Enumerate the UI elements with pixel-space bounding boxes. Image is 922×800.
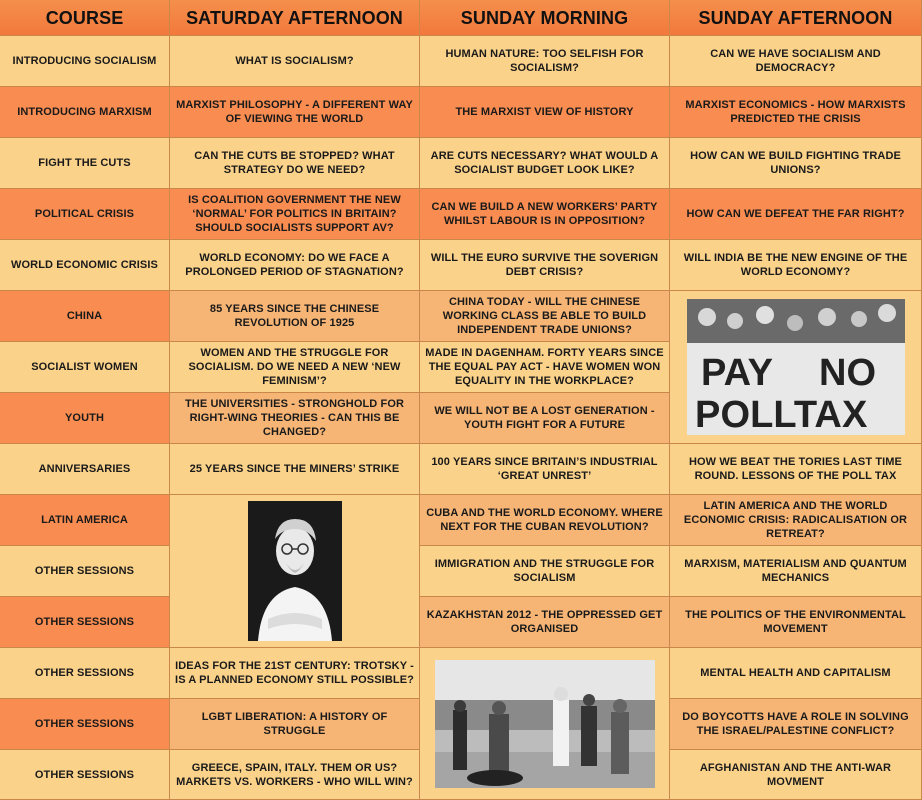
sunday-morning-cell: ARE CUTS NECESSARY? WHAT WOULD A SOCIALIST BUDGET LOOK LIKE? bbox=[420, 138, 670, 189]
sunday-morning-cell: HUMAN NATURE: TOO SELFISH FOR SOCIALISM? bbox=[420, 36, 670, 87]
header-saturday-afternoon: SATURDAY AFTERNOON bbox=[170, 0, 420, 36]
sunday-afternoon-cell: AFGHANISTAN AND THE ANTI-WAR MOVMENT bbox=[670, 750, 922, 800]
header-sunday-afternoon: SUNDAY AFTERNOON bbox=[670, 0, 922, 36]
saturday-cell: MARXIST PHILOSOPHY - A DIFFERENT WAY OF VIEWING THE WORLD bbox=[170, 87, 420, 138]
sunday-afternoon-cell: LATIN AMERICA AND THE WORLD ECONOMIC CRISIS: RADICALISATION OR RETREAT? bbox=[670, 495, 922, 546]
sunday-afternoon-cell: HOW CAN WE BUILD FIGHTING TRADE UNIONS? bbox=[670, 138, 922, 189]
saturday-cell: IDEAS FOR THE 21ST CENTURY: TROTSKY - IS A PLANNED ECONOMY STILL POSSIBLE? bbox=[170, 648, 420, 699]
sunday-afternoon-cell: HOW WE BEAT THE TORIES LAST TIME ROUND. LESSONS OF THE POLL TAX bbox=[670, 444, 922, 495]
course-cell: WORLD ECONOMIC CRISIS bbox=[0, 240, 170, 291]
sunday-afternoon-cell: CAN WE HAVE SOCIALISM AND DEMOCRACY? bbox=[670, 36, 922, 87]
course-cell: FIGHT THE CUTS bbox=[0, 138, 170, 189]
saturday-cell: CAN THE CUTS BE STOPPED? WHAT STRATEGY DO WE NEED? bbox=[170, 138, 420, 189]
course-cell: OTHER SESSIONS bbox=[0, 648, 170, 699]
course-cell: OTHER SESSIONS bbox=[0, 597, 170, 648]
course-cell: CHINA bbox=[0, 291, 170, 342]
sunday-afternoon-cell: MARXIST ECONOMICS - HOW MARXISTS PREDICTED THE CRISIS bbox=[670, 87, 922, 138]
sunday-morning-cell: CHINA TODAY - WILL THE CHINESE WORKING CLASS BE ABLE TO BUILD INDEPENDENT TRADE UNIONS? bbox=[420, 291, 670, 342]
sunday-morning-cell: MADE IN DAGENHAM. FORTY YEARS SINCE THE EQUAL PAY ACT - HAVE WOMEN WON EQUALITY IN THE WORKPLACE? bbox=[420, 342, 670, 393]
sunday-afternoon-cell: MENTAL HEALTH AND CAPITALISM bbox=[670, 648, 922, 699]
sunday-afternoon-cell: DO BOYCOTTS HAVE A ROLE IN SOLVING THE ISRAEL/PALESTINE CONFLICT? bbox=[670, 699, 922, 750]
banner-word-2: NO bbox=[818, 352, 876, 394]
course-cell: INTRODUCING SOCIALISM bbox=[0, 36, 170, 87]
course-cell: SOCIALIST WOMEN bbox=[0, 342, 170, 393]
course-cell: OTHER SESSIONS bbox=[0, 699, 170, 750]
saturday-cell: WOMEN AND THE STRUGGLE FOR SOCIALISM. DO WE NEED A NEW ‘NEW FEMINISM’? bbox=[170, 342, 420, 393]
header-sunday-morning: SUNDAY MORNING bbox=[420, 0, 670, 36]
course-cell: ANNIVERSARIES bbox=[0, 444, 170, 495]
trotsky-photo-cell bbox=[170, 495, 420, 648]
saturday-cell: 25 YEARS SINCE THE MINERS’ STRIKE bbox=[170, 444, 420, 495]
sunday-morning-cell: CUBA AND THE WORLD ECONOMY. WHERE NEXT FOR THE CUBAN REVOLUTION? bbox=[420, 495, 670, 546]
poll-tax-protest-photo bbox=[687, 299, 905, 435]
sunday-afternoon-cell: WILL INDIA BE THE NEW ENGINE OF THE WORLD ECONOMY? bbox=[670, 240, 922, 291]
saturday-cell: WHAT IS SOCIALISM? bbox=[170, 36, 420, 87]
riot-photo-cell bbox=[420, 648, 670, 800]
poll-tax-photo-cell bbox=[670, 291, 922, 444]
sunday-morning-cell: CAN WE BUILD A NEW WORKERS’ PARTY WHILST LABOUR IS IN OPPOSITION? bbox=[420, 189, 670, 240]
course-cell: OTHER SESSIONS bbox=[0, 750, 170, 800]
trotsky-portrait-photo bbox=[248, 501, 342, 641]
course-cell: OTHER SESSIONS bbox=[0, 546, 170, 597]
sunday-morning-cell: 100 YEARS SINCE BRITAIN’S INDUSTRIAL ‘GREAT UNREST’ bbox=[420, 444, 670, 495]
banner-word-1: PAY bbox=[700, 352, 773, 394]
saturday-cell: THE UNIVERSITIES - STRONGHOLD FOR RIGHT-WING THEORIES - CAN THIS BE CHANGED? bbox=[170, 393, 420, 444]
sunday-afternoon-cell: HOW CAN WE DEFEAT THE FAR RIGHT? bbox=[670, 189, 922, 240]
course-cell: YOUTH bbox=[0, 393, 170, 444]
sunday-morning-cell: KAZAKHSTAN 2012 - THE OPPRESSED GET ORGANISED bbox=[420, 597, 670, 648]
banner-word-3: POLLTAX bbox=[694, 394, 867, 435]
saturday-cell: GREECE, SPAIN, ITALY. THEM OR US? MARKETS VS. WORKERS - WHO WILL WIN? bbox=[170, 750, 420, 800]
saturday-cell: LGBT LIBERATION: A HISTORY OF STRUGGLE bbox=[170, 699, 420, 750]
sunday-afternoon-cell: MARXISM, MATERIALISM AND QUANTUM MECHANICS bbox=[670, 546, 922, 597]
course-cell: LATIN AMERICA bbox=[0, 495, 170, 546]
riot-protest-photo bbox=[435, 660, 655, 788]
sunday-morning-cell: WILL THE EURO SURVIVE THE SOVERIGN DEBT CRISIS? bbox=[420, 240, 670, 291]
course-cell: POLITICAL CRISIS bbox=[0, 189, 170, 240]
sunday-morning-cell: IMMIGRATION AND THE STRUGGLE FOR SOCIALISM bbox=[420, 546, 670, 597]
course-cell: INTRODUCING MARXISM bbox=[0, 87, 170, 138]
sunday-morning-cell: THE MARXIST VIEW OF HISTORY bbox=[420, 87, 670, 138]
sunday-morning-cell: WE WILL NOT BE A LOST GENERATION - YOUTH FIGHT FOR A FUTURE bbox=[420, 393, 670, 444]
header-course: COURSE bbox=[0, 0, 170, 36]
saturday-cell: 85 YEARS SINCE THE CHINESE REVOLUTION OF 1925 bbox=[170, 291, 420, 342]
saturday-cell: IS COALITION GOVERNMENT THE NEW ‘NORMAL’ FOR POLITICS IN BRITAIN? SHOULD SOCIALISTS SUPPORT AV? bbox=[170, 189, 420, 240]
sunday-afternoon-cell: THE POLITICS OF THE ENVIRONMENTAL MOVEMENT bbox=[670, 597, 922, 648]
saturday-cell: WORLD ECONOMY: DO WE FACE A PROLONGED PERIOD OF STAGNATION? bbox=[170, 240, 420, 291]
